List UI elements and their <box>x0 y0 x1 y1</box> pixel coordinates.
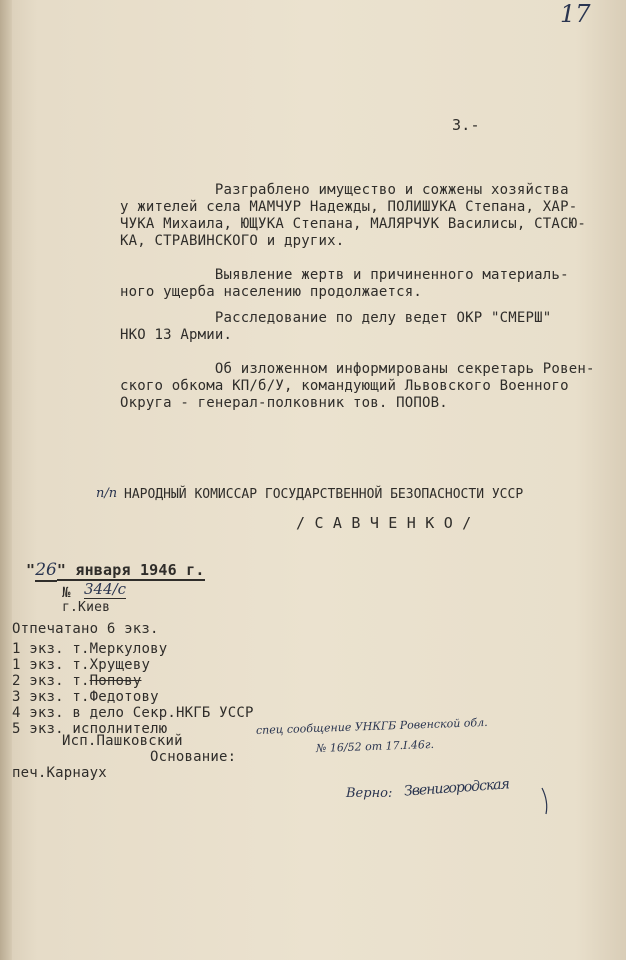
number-value: 344/с <box>84 580 127 598</box>
distribution-prefix: 3 экз. т. <box>12 689 90 705</box>
signatory-title: НАРОДНЫЙ КОМИССАР ГОСУДАРСТВЕННОЙ БЕЗОПАСНОСТИ УССР <box>124 487 524 502</box>
distribution-prefix: 2 экз. т. <box>12 673 90 689</box>
verified-label: Верно: <box>346 786 393 801</box>
verified-handwritten-signature: Звенигородская <box>403 776 510 800</box>
paragraph-1-line: КА, СТРАВИНСКОГО и других. <box>120 233 345 249</box>
date-rest: " января 1946 г. <box>56 561 205 579</box>
paragraph-2-line: ного ущерба населению продолжается. <box>120 284 423 300</box>
executor: Исп.Пашковский <box>62 733 183 749</box>
document-date <box>26 560 205 580</box>
signature-prefix: п/п <box>96 486 118 501</box>
handwritten-basis-line-2: № 16/52 от 17.I.46г. <box>315 737 435 755</box>
verified-signature <box>346 776 566 820</box>
distribution-recipient-struck: Попову <box>89 673 142 689</box>
distribution-recipient: Меркулову <box>89 641 168 657</box>
distribution-header: Отпечатано 6 экз. <box>12 621 159 637</box>
paragraph-4-line: Округа - генерал-полковник тов. ПОПОВ. <box>120 395 448 411</box>
paragraph-4-line: Об изложенном информированы секретарь Ровен- <box>120 361 595 377</box>
distribution-prefix: 4 экз. <box>12 705 73 721</box>
signature-flourish <box>346 780 566 820</box>
paragraph-3-line: НКО 13 Армии. <box>120 327 233 343</box>
date-quote: " <box>26 561 36 579</box>
archive-page-number: 17 <box>560 0 591 28</box>
paragraph-1-line: ЧУКА Михаила, ЮЩУКА Степана, МАЛЯРЧУК Василисы, СТАСЮ- <box>120 216 586 232</box>
date-day: 26 <box>35 560 57 580</box>
distribution-recipient: исполнителю <box>72 721 168 737</box>
paragraph-4-line: ского обкома КП/б/У, командующий Львовского Военного <box>120 378 569 394</box>
distribution-prefix: 1 экз. т. <box>12 657 90 673</box>
paragraph-1-line: Разграблено имущество и сожжены хозяйства <box>120 182 569 198</box>
distribution-recipient: в дело Секр.НКГБ УССР <box>72 705 254 721</box>
distribution-prefix: 5 экз. <box>12 721 73 737</box>
page-marker: 3.- <box>452 116 480 134</box>
signatory-name: / С А В Ч Е Н К О / <box>296 514 472 532</box>
distribution-prefix: 1 экз. т. <box>12 641 90 657</box>
paragraph-3-line: Расследование по делу ведет ОКР "СМЕРШ" <box>120 310 552 326</box>
typist: печ.Карнаух <box>12 765 107 781</box>
number-city: г.Киев <box>62 600 111 615</box>
distribution-recipient: Хрущеву <box>89 657 151 673</box>
page-binding-shadow <box>0 0 12 960</box>
paragraph-1-line: у жителей села МАМЧУР Надежды, ПОЛИШУКА Степана, ХАР- <box>120 199 578 215</box>
distribution-recipient: Федотову <box>89 689 159 705</box>
paragraph-2-line: Выявление жертв и причиненного материаль- <box>120 267 569 283</box>
number-label: № <box>62 585 71 601</box>
basis-label: Основание: <box>150 749 237 765</box>
handwritten-basis-line-1: спец сообщение УНКГБ Ровенской обл. <box>255 715 488 737</box>
